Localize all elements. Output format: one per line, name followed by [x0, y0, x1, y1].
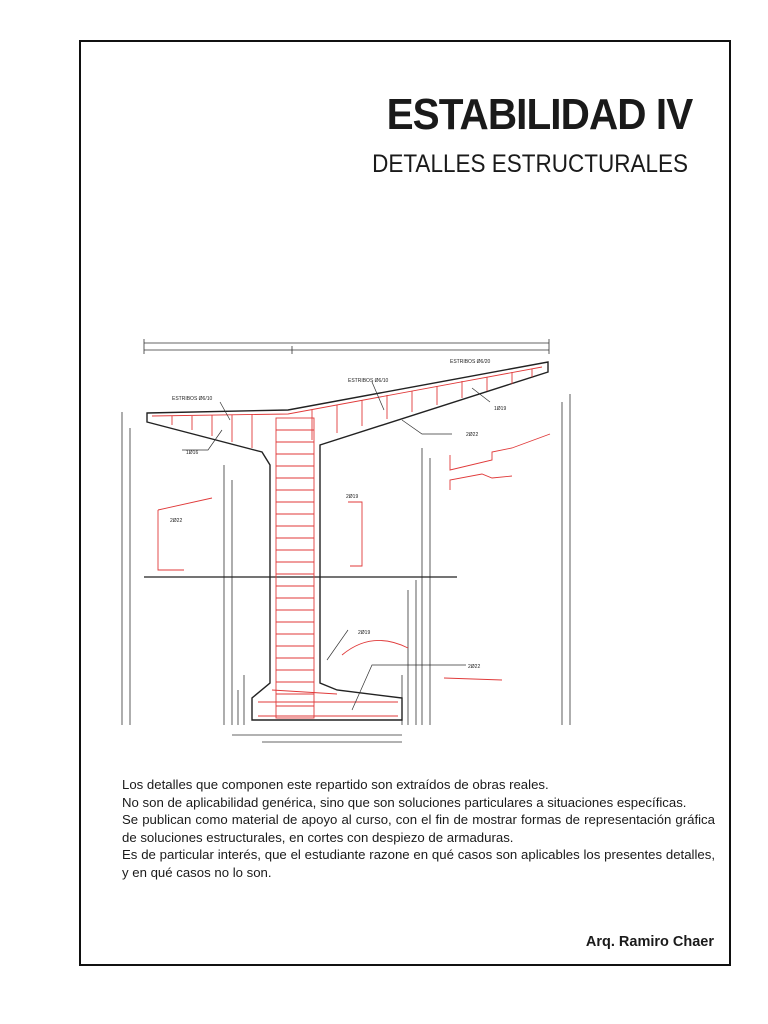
label-stirrups-left: ESTRIBOS Ø6/10	[172, 396, 213, 402]
label-bar-6: 2Ø19	[358, 630, 371, 636]
document-subtitle: DETALLES ESTRUCTURALES	[372, 150, 688, 178]
intro-paragraph: Los detalles que componen este repartido son extraídos de obras reales.	[122, 777, 549, 792]
label-stirrups-mid: ESTRIBOS Ø6/10	[348, 378, 389, 384]
label-bar-1: 1Ø16	[186, 450, 199, 456]
label-bar-2: 1Ø19	[494, 406, 507, 412]
intro-paragraph: No son de aplicabilidad genérica, sino que son soluciones particulares a situaciones específicas.	[122, 794, 687, 810]
author-name: Arq. Ramiro Chaer	[585, 934, 714, 950]
rebar-drawing	[152, 367, 550, 718]
label-bar-3: 2Ø22	[466, 432, 479, 438]
intro-paragraph: Se publican como material de apoyo al curso, con el fin de mostrar formas de representación gráfica de soluciones estructurales, en cortes con despiezo de armaduras.	[122, 812, 715, 845]
intro-text	[122, 776, 715, 882]
label-bar-5: 2Ø22	[170, 518, 183, 524]
section-outline	[147, 362, 548, 720]
label-bar-7: 2Ø22	[468, 664, 481, 670]
label-stirrups-right: ESTRIBOS Ø6/20	[450, 359, 491, 365]
structural-section-drawing	[112, 330, 582, 750]
document-title: ESTABILIDAD IV	[386, 90, 692, 139]
label-bar-4: 2Ø19	[346, 494, 359, 500]
intro-paragraph: Es de particular interés, que el estudiante razone en qué casos son aplicables los presentes detalles, y en qué casos no lo son.	[122, 847, 715, 880]
leader-lines	[182, 382, 490, 710]
